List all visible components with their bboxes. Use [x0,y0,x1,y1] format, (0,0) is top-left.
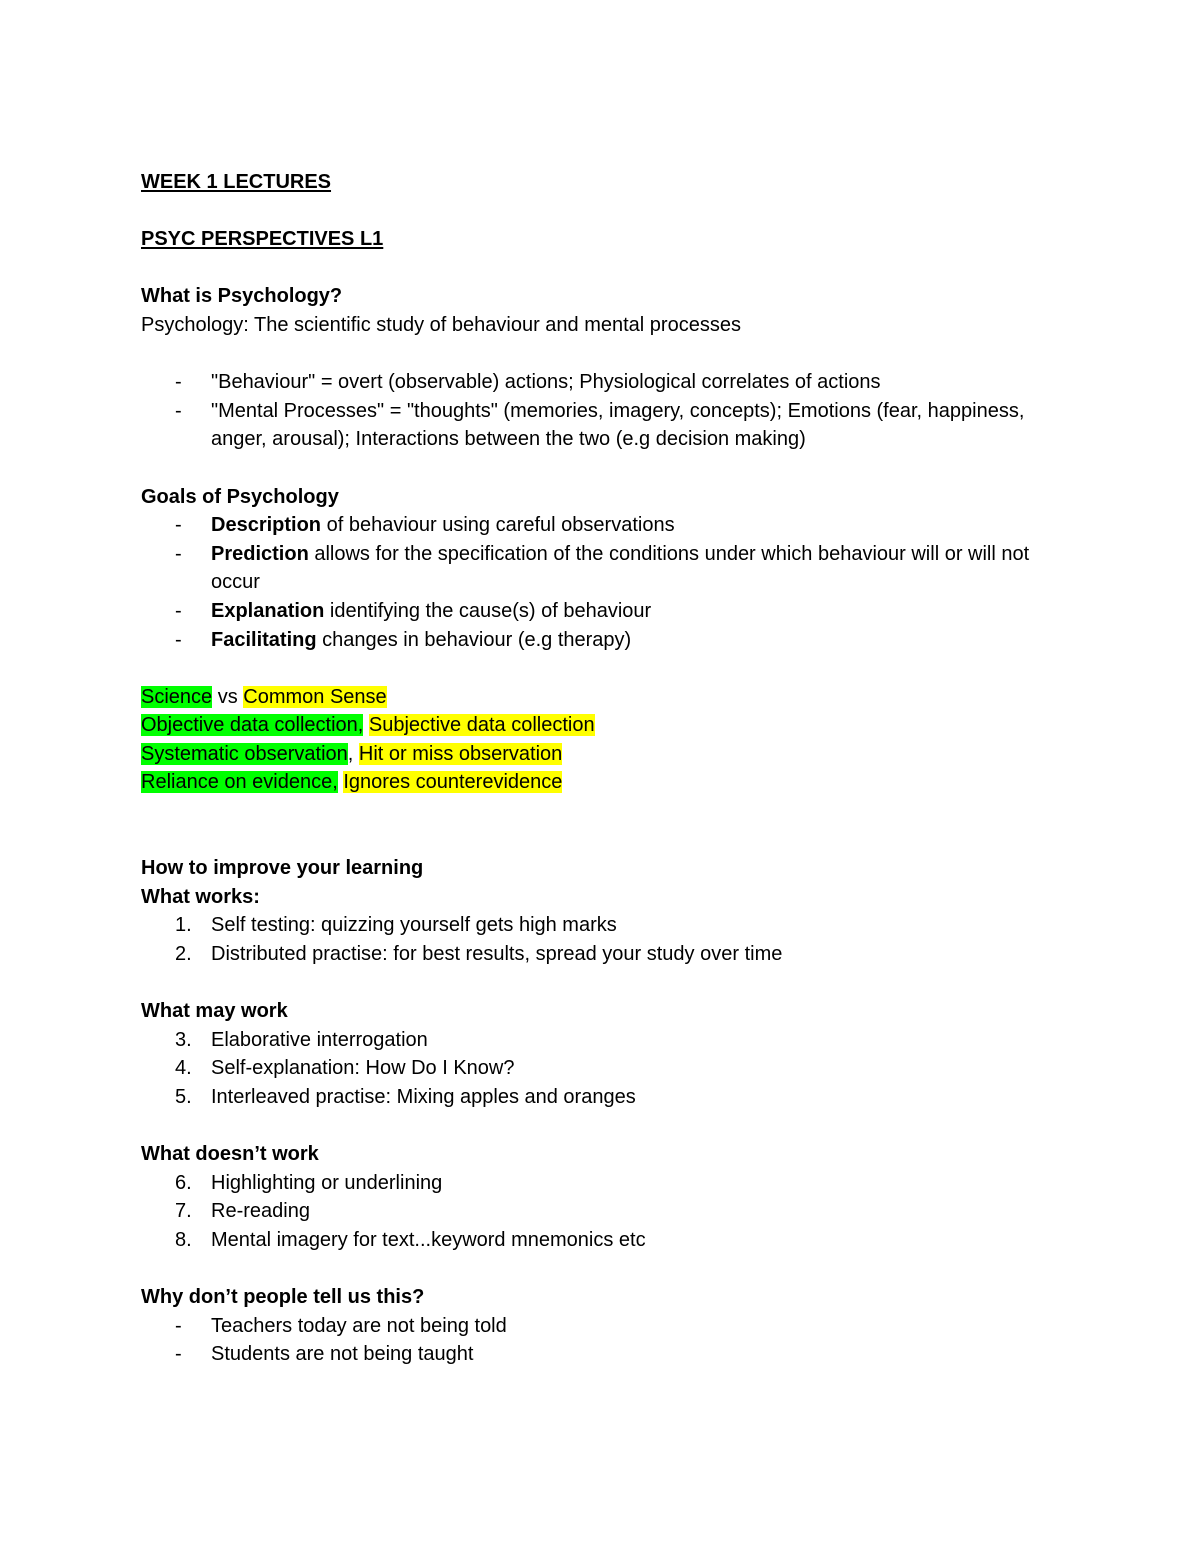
spacer [141,454,1081,483]
comparison-row [141,711,1081,740]
list-text: Interleaved practise: Mixing apples and oranges [211,1086,636,1108]
spacer [141,254,1081,283]
science-highlight: Objective data collection, [141,714,364,737]
comparison-row [141,683,1081,712]
subheading-what-works: What works: [141,885,260,908]
list-item [141,1054,1081,1083]
list-number: 8. [175,1228,192,1251]
spacer [141,797,1081,826]
list-number: 3. [175,1028,192,1051]
list-item [141,597,1081,626]
list-number: 6. [175,1171,192,1194]
bullet-text: "Mental Processes" = "thoughts" (memories, imagery, concepts); Emotions (fear, happiness, anger, arousal); Interactions between the two (e.g decision making) [211,399,1025,451]
science-highlight: Science [141,685,213,708]
dash-marker: - [175,399,182,422]
list-text: Mental imagery for text...keyword mnemonics etc [211,1228,646,1251]
comparison-row [141,768,1081,797]
list-text: Distributed practise: for best results, spread your study over time [211,943,783,966]
dash-marker: - [175,1314,182,1337]
list-item [141,940,1081,969]
list-item [141,511,1081,540]
dash-marker: - [175,1343,182,1366]
list-item [141,1197,1081,1226]
goal-text: identifying the cause(s) of behaviour [324,599,652,622]
common-sense-highlight: Hit or miss observation [358,742,563,765]
list-item [141,540,1081,597]
list-text: Re-reading [211,1200,310,1223]
list-number: 5. [175,1086,192,1108]
psychology-definition: Psychology: The scientific study of behaviour and mental processes [141,313,741,336]
why-bullet-list [141,1312,1081,1369]
list-text: Self-explanation: How Do I Know? [211,1057,515,1080]
dash-marker: - [175,514,182,537]
comparison-separator: vs [212,685,244,708]
list-item [141,368,1081,397]
spacer [141,654,1081,683]
comparison-separator: , [347,742,359,765]
document-page [141,168,1081,1369]
week-title: WEEK 1 LECTURES [141,171,332,193]
spacer [141,197,1081,226]
science-highlight: Reliance on evidence, [141,771,338,794]
what-doesnt-work-list [141,1169,1081,1255]
section-heading-why: Why don’t people tell us this? [141,1286,425,1309]
section-heading-learning: How to improve your learning [141,857,424,880]
section-heading-goals: Goals of Psychology [141,485,339,508]
list-item [141,626,1081,655]
goals-list [141,511,1081,654]
list-text: Elaborative interrogation [211,1028,428,1051]
spacer [141,1255,1081,1284]
science-vs-common-sense [141,683,1081,797]
spacer [141,1112,1081,1141]
bullet-text: Teachers today are not being told [211,1314,507,1337]
subheading-what-doesnt-work: What doesn’t work [141,1143,319,1166]
goal-term: Facilitating [211,628,317,651]
list-item [141,1340,1081,1369]
list-text: Self testing: quizzing yourself gets high marks [211,914,617,937]
list-number: 2. [175,943,192,966]
goal-term: Explanation [211,599,325,622]
dash-marker: - [175,599,182,622]
subheading-what-may-work: What may work [141,1000,288,1023]
list-item [141,1312,1081,1341]
what-may-work-list [141,1026,1081,1112]
spacer [141,340,1081,369]
common-sense-highlight: Common Sense [243,685,387,708]
list-text: Highlighting or underlining [211,1171,443,1194]
goal-text: of behaviour using careful observations [321,514,675,537]
list-item [141,1026,1081,1055]
comparison-row [141,740,1081,769]
spacer [141,826,1081,855]
list-item [141,1226,1081,1255]
list-item [141,1169,1081,1198]
goal-text: allows for the specification of the conditions under which behaviour will or will not occur [211,542,1030,594]
section-heading-what-is: What is Psychology? [141,285,343,308]
dash-marker: - [175,542,182,565]
bullet-text: Students are not being taught [211,1343,474,1366]
list-item [141,911,1081,940]
goal-term: Prediction [211,542,309,565]
dash-marker: - [175,371,182,394]
list-number: 1. [175,914,192,937]
dash-marker: - [175,628,182,651]
goal-term: Description [211,514,322,537]
common-sense-highlight: Ignores counterevidence [343,771,563,794]
list-item [141,1083,1081,1112]
what-works-list [141,911,1081,968]
what-is-bullet-list [141,368,1081,454]
lecture-title: PSYC PERSPECTIVES L1 [141,228,384,251]
spacer [141,969,1081,998]
list-item [141,397,1081,454]
list-number: 4. [175,1057,192,1080]
common-sense-highlight: Subjective data collection [368,714,595,737]
list-number: 7. [175,1200,192,1223]
bullet-text: "Behaviour" = overt (observable) actions; Physiological correlates of actions [211,371,881,394]
science-highlight: Systematic observation [141,742,348,765]
goal-text: changes in behaviour (e.g therapy) [316,628,632,651]
